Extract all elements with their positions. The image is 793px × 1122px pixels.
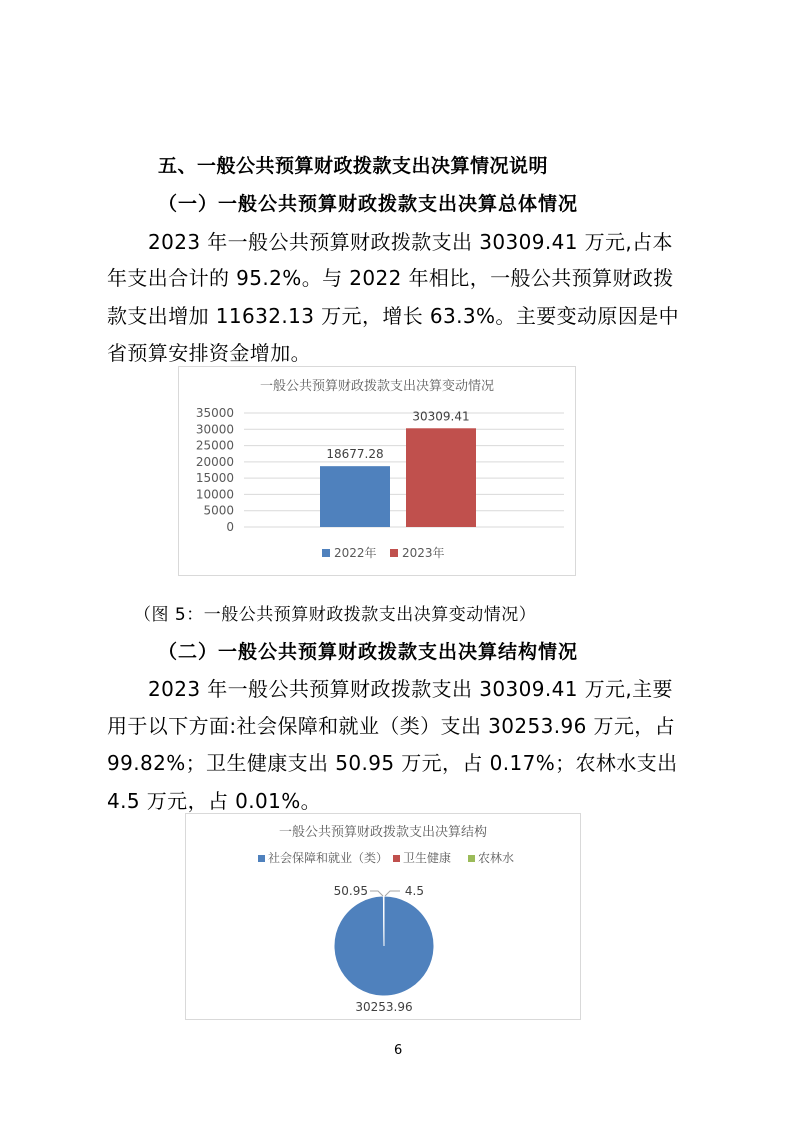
y-tick-label: 10000 [195, 487, 234, 502]
legend-label: 2023年 [402, 546, 445, 560]
leader-line [385, 891, 400, 896]
figure-caption: （图 5：一般公共预算财政拨款支出决算变动情况） [134, 605, 537, 625]
paragraph-line: 省预算安排资金增加。 [107, 341, 311, 365]
data-label: 30309.41 [412, 409, 470, 424]
bar [406, 428, 476, 527]
legend-label: 社会保障和就业（类） [268, 851, 389, 865]
data-label: 4.5 [404, 884, 424, 898]
legend-swatch [393, 855, 400, 862]
legend-label: 卫生健康 [403, 851, 452, 865]
data-label: 18677.28 [326, 447, 384, 462]
pie-chart-svg [186, 814, 580, 1019]
y-tick-label: 25000 [195, 438, 234, 453]
paragraph-line: 2023 年一般公共预算财政拨款支出 30309.41 万元,主要 [148, 677, 673, 701]
bar-chart-title: 一般公共预算财政拨款支出决算变动情况 [259, 379, 495, 394]
legend-swatch [468, 855, 475, 862]
y-tick-label: 0 [226, 520, 234, 534]
y-tick-label: 15000 [195, 471, 234, 486]
data-label: 30253.96 [355, 1000, 413, 1014]
paragraph-line: 款支出增加 11632.13 万元，增长 63.3%。主要变动原因是中 [107, 304, 680, 328]
paragraph-line: 年支出合计的 95.2%。与 2022 年相比，一般公共预算财政拨 [107, 266, 674, 290]
paragraph-line: 2023 年一般公共预算财政拨款支出 30309.41 万元,占本 [148, 230, 673, 254]
subsection-title-2: （二）一般公共预算财政拨款支出决算结构情况 [158, 641, 579, 663]
pie-chart-title: 一般公共预算财政拨款支出决算结构 [278, 825, 488, 840]
pie-chart [185, 813, 581, 1020]
leader-line [370, 891, 383, 896]
bar-chart-svg [179, 367, 575, 575]
section-heading: 五、一般公共预算财政拨款支出决算情况说明 [158, 155, 549, 177]
paragraph-line: 99.82%；卫生健康支出 50.95 万元，占 0.17%；农林水支出 [107, 751, 678, 775]
legend-label: 农林水 [478, 851, 515, 865]
legend-swatch [390, 549, 398, 557]
subsection-title-1: （一）一般公共预算财政拨款支出决算总体情况 [158, 193, 579, 215]
y-tick-label: 35000 [195, 406, 234, 420]
data-label: 50.95 [333, 884, 368, 898]
legend-swatch [322, 549, 330, 557]
page-number: 6 [394, 1043, 403, 1058]
y-tick-label: 30000 [195, 422, 234, 437]
legend-swatch [258, 855, 265, 862]
paragraph-line: 用于以下方面:社会保障和就业（类）支出 30253.96 万元，占 [107, 714, 676, 738]
legend-label: 2022年 [334, 546, 377, 560]
y-tick-label: 5000 [203, 503, 234, 518]
bar [320, 466, 390, 527]
paragraph-line: 4.5 万元，占 0.01%。 [107, 789, 322, 813]
y-tick-label: 20000 [195, 454, 234, 469]
bar-chart [178, 366, 576, 576]
